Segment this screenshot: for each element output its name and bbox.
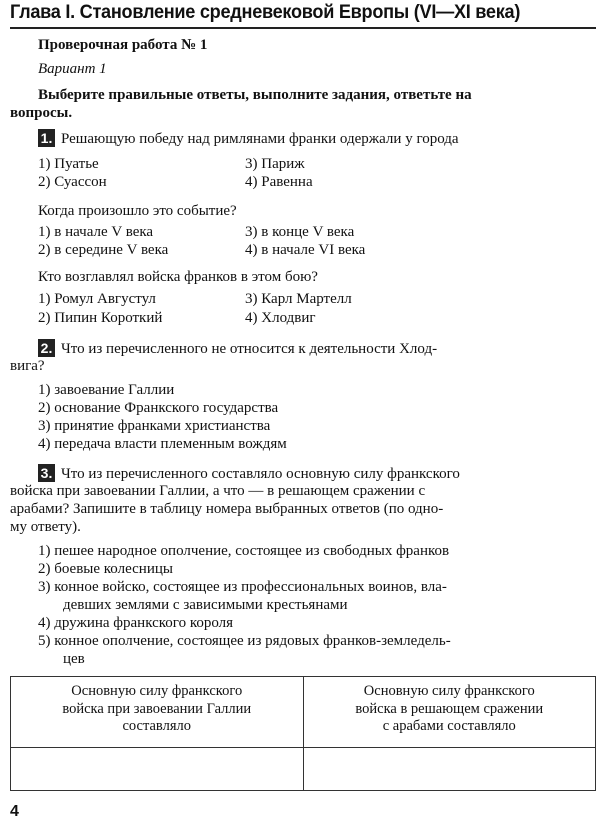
- instruction-line-2: вопросы.: [10, 105, 73, 121]
- q1-sub2-option-1: 1) Ромул Августул: [38, 291, 156, 307]
- q2-option-3: 3) принятие франками христианства: [38, 418, 271, 434]
- instruction-line-1: Выберите правильные ответы, выполните задания, ответьте на: [38, 87, 472, 103]
- q1-text: Решающую победу над римлянами франки одержали у города: [61, 131, 459, 147]
- q1-sub2-option-4: 4) Хлодвиг: [245, 310, 316, 326]
- header-right-line-2: войска в решающем сражении: [355, 700, 544, 717]
- header-left-line-1: Основную силу франкского: [71, 683, 243, 699]
- header-left-line-2: войска при завоевании Галлии: [62, 700, 252, 717]
- q2-text-line-1: Что из перечисленного не относится к деятельности Хлод-: [61, 341, 438, 357]
- q1-option-2: 2) Суассон: [38, 174, 107, 190]
- header-right-line-1: Основную силу франкского: [363, 683, 535, 699]
- q3-text-line-1: Что из перечисленного составляло основную силу франкского: [61, 466, 460, 482]
- q1-sub2-question: Кто возглавлял войска франков в этом бою?: [38, 269, 318, 285]
- q3-option-4: 4) дружина франкского короля: [38, 615, 234, 631]
- answer-table-header-left: [11, 677, 304, 748]
- q2-option-4: 4) передача власти племенным вождям: [38, 436, 287, 452]
- q1-number-badge: 1.: [38, 129, 55, 147]
- answer-cell-left[interactable]: [11, 748, 304, 791]
- answer-cell-right[interactable]: [303, 748, 596, 791]
- q2-option-2: 2) основание Франкского государства: [38, 400, 279, 416]
- q1-question: [38, 129, 459, 148]
- work-title: Проверочная работа № 1: [38, 37, 208, 53]
- q2-number-badge: 2.: [38, 339, 55, 357]
- q1-sub1-option-3: 3) в конце V века: [245, 224, 355, 240]
- q1-sub1-option-2: 2) в середине V века: [38, 242, 169, 258]
- q3-option-3: 3) конное войско, состоящее из профессиональных воинов, вла-: [38, 579, 447, 595]
- page-number: 4: [10, 803, 19, 820]
- header-right-line-3: с арабами составляло: [382, 718, 516, 734]
- q1-option-4: 4) Равенна: [245, 174, 313, 190]
- q3-text-line-2: войска при завоевании Галлии, а что — в решающем сражении с: [10, 483, 426, 499]
- q1-sub1-option-1: 1) в начале V века: [38, 224, 154, 240]
- q3-option-2: 2) боевые колесницы: [38, 561, 173, 577]
- q1-sub1-option-4: 4) в начале VI века: [245, 242, 366, 258]
- chapter-title: Глава I. Становление средневековой Европы (VI—XI века): [10, 1, 521, 23]
- answer-table-header-right: [303, 677, 596, 748]
- q3-option-5: 5) конное ополчение, состоящее из рядовых франков-земледель-: [38, 633, 451, 649]
- q2-text-line-2: вига?: [10, 358, 45, 374]
- header-left-line-3: составляло: [122, 718, 191, 734]
- q3-text-line-3: арабами? Запишите в таблицу номера выбранных ответов (по одно-: [10, 501, 444, 517]
- q1-option-3: 3) Париж: [245, 156, 305, 172]
- q3-option-1: 1) пешее народное ополчение, состоящее из свободных франков: [38, 543, 450, 559]
- q3-number-badge: 3.: [38, 464, 55, 482]
- q2-question: [38, 339, 437, 358]
- q3-option-5-cont: цев: [63, 651, 85, 667]
- q1-sub1-question: Когда произошло это событие?: [38, 203, 237, 219]
- q3-text-line-4: му ответу).: [10, 519, 81, 535]
- chapter-divider: [10, 27, 596, 29]
- q1-sub2-option-2: 2) Пипин Короткий: [38, 310, 163, 326]
- answer-table: [10, 676, 596, 791]
- variant-label: Вариант 1: [38, 61, 107, 77]
- q1-option-1: 1) Пуатье: [38, 156, 99, 172]
- q1-sub2-option-3: 3) Карл Мартелл: [245, 291, 352, 307]
- q3-option-3-cont: девших землями с зависимыми крестьянами: [63, 597, 348, 613]
- q3-question: [38, 464, 460, 483]
- q2-option-1: 1) завоевание Галлии: [38, 382, 175, 398]
